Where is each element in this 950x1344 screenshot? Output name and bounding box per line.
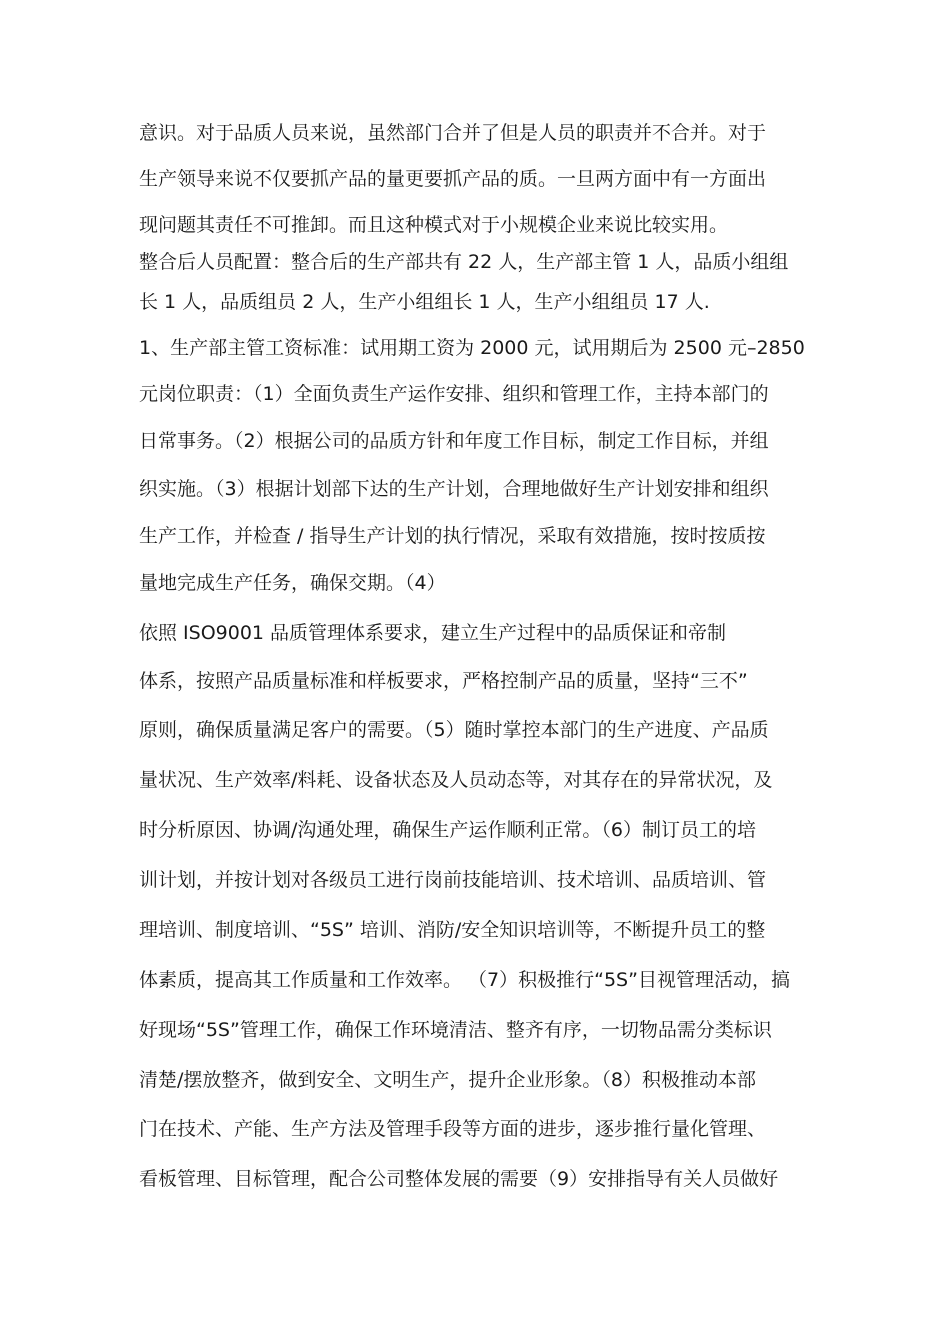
text-line: 1、生产部主管工资标准：试用期工资为 2000 元，试用期后为 2500 元–2850: [139, 337, 805, 359]
text-line: 体素质，提高其工作质量和工作效率。 （7）积极推行“5S”目视管理活动，搞: [139, 969, 790, 991]
text-line: 日常事务。（2）根据公司的品质方针和年度工作目标，制定工作目标，并组: [139, 430, 769, 452]
text-line: 理培训、制度培训、“5S” 培训、消防/安全知识培训等，不断提升员工的整: [139, 919, 766, 941]
text-line: 看板管理、目标管理，配合公司整体发展的需要（9）安排指导有关人员做好: [139, 1168, 779, 1190]
text-line: 原则，确保质量满足客户的需要。（5）随时掌控本部门的生产进度、产品质: [139, 719, 769, 741]
text-line: 门在技术、产能、生产方法及管理手段等方面的进步，逐步推行量化管理、: [139, 1118, 767, 1140]
text-line: 长 1 人，品质组员 2 人，生产小组组长 1 人，生产小组组员 17 人.: [139, 291, 710, 313]
text-line: 生产工作，并检查 / 指导生产计划的执行情况，采取有效措施，按时按质按: [139, 525, 766, 547]
text-line: 好现场“5S”管理工作，确保工作环境清洁、整齐有序，一切物品需分类标识: [139, 1019, 772, 1041]
text-line: 清楚/摆放整齐，做到安全、文明生产，提升企业形象。（8）积极推动本部: [139, 1069, 756, 1091]
text-line: 意识。对于品质人员来说，虽然部门合并了但是人员的职责并不合并。对于: [139, 122, 767, 144]
text-line: 体系，按照产品质量标准和样板要求，严格控制产品的质量，坚持“三不”: [139, 670, 748, 692]
text-line: 量状况、生产效率/料耗、设备状态及人员动态等，对其存在的异常状况，及: [139, 769, 773, 791]
text-line: 训计划，并按计划对各级员工进行岗前技能培训、技术培训、品质培训、管: [139, 869, 767, 891]
text-line: 织实施。（3）根据计划部下达的生产计划，合理地做好生产计划安排和组织: [139, 478, 769, 500]
text-line: 元岗位职责：（1）全面负责生产运作安排、组织和管理工作，主持本部门的: [139, 383, 769, 405]
text-line: 依照 ISO9001 品质管理体系要求，建立生产过程中的品质保证和帝制: [139, 622, 727, 644]
text-line: 时分析原因、协调/沟通处理，确保生产运作顺利正常。（6）制订员工的培: [139, 819, 756, 841]
text-line: 量地完成生产任务，确保交期。（4）: [139, 572, 446, 594]
text-line: 现问题其责任不可推卸。而且这种模式对于小规模企业来说比较实用。: [139, 214, 729, 236]
text-line: 整合后人员配置：整合后的生产部共有 22 人，生产部主管 1 人，品质小组组: [139, 251, 789, 273]
text-line: 生产领导来说不仅要抓产品的量更要抓产品的质。一旦两方面中有一方面出: [139, 168, 767, 190]
